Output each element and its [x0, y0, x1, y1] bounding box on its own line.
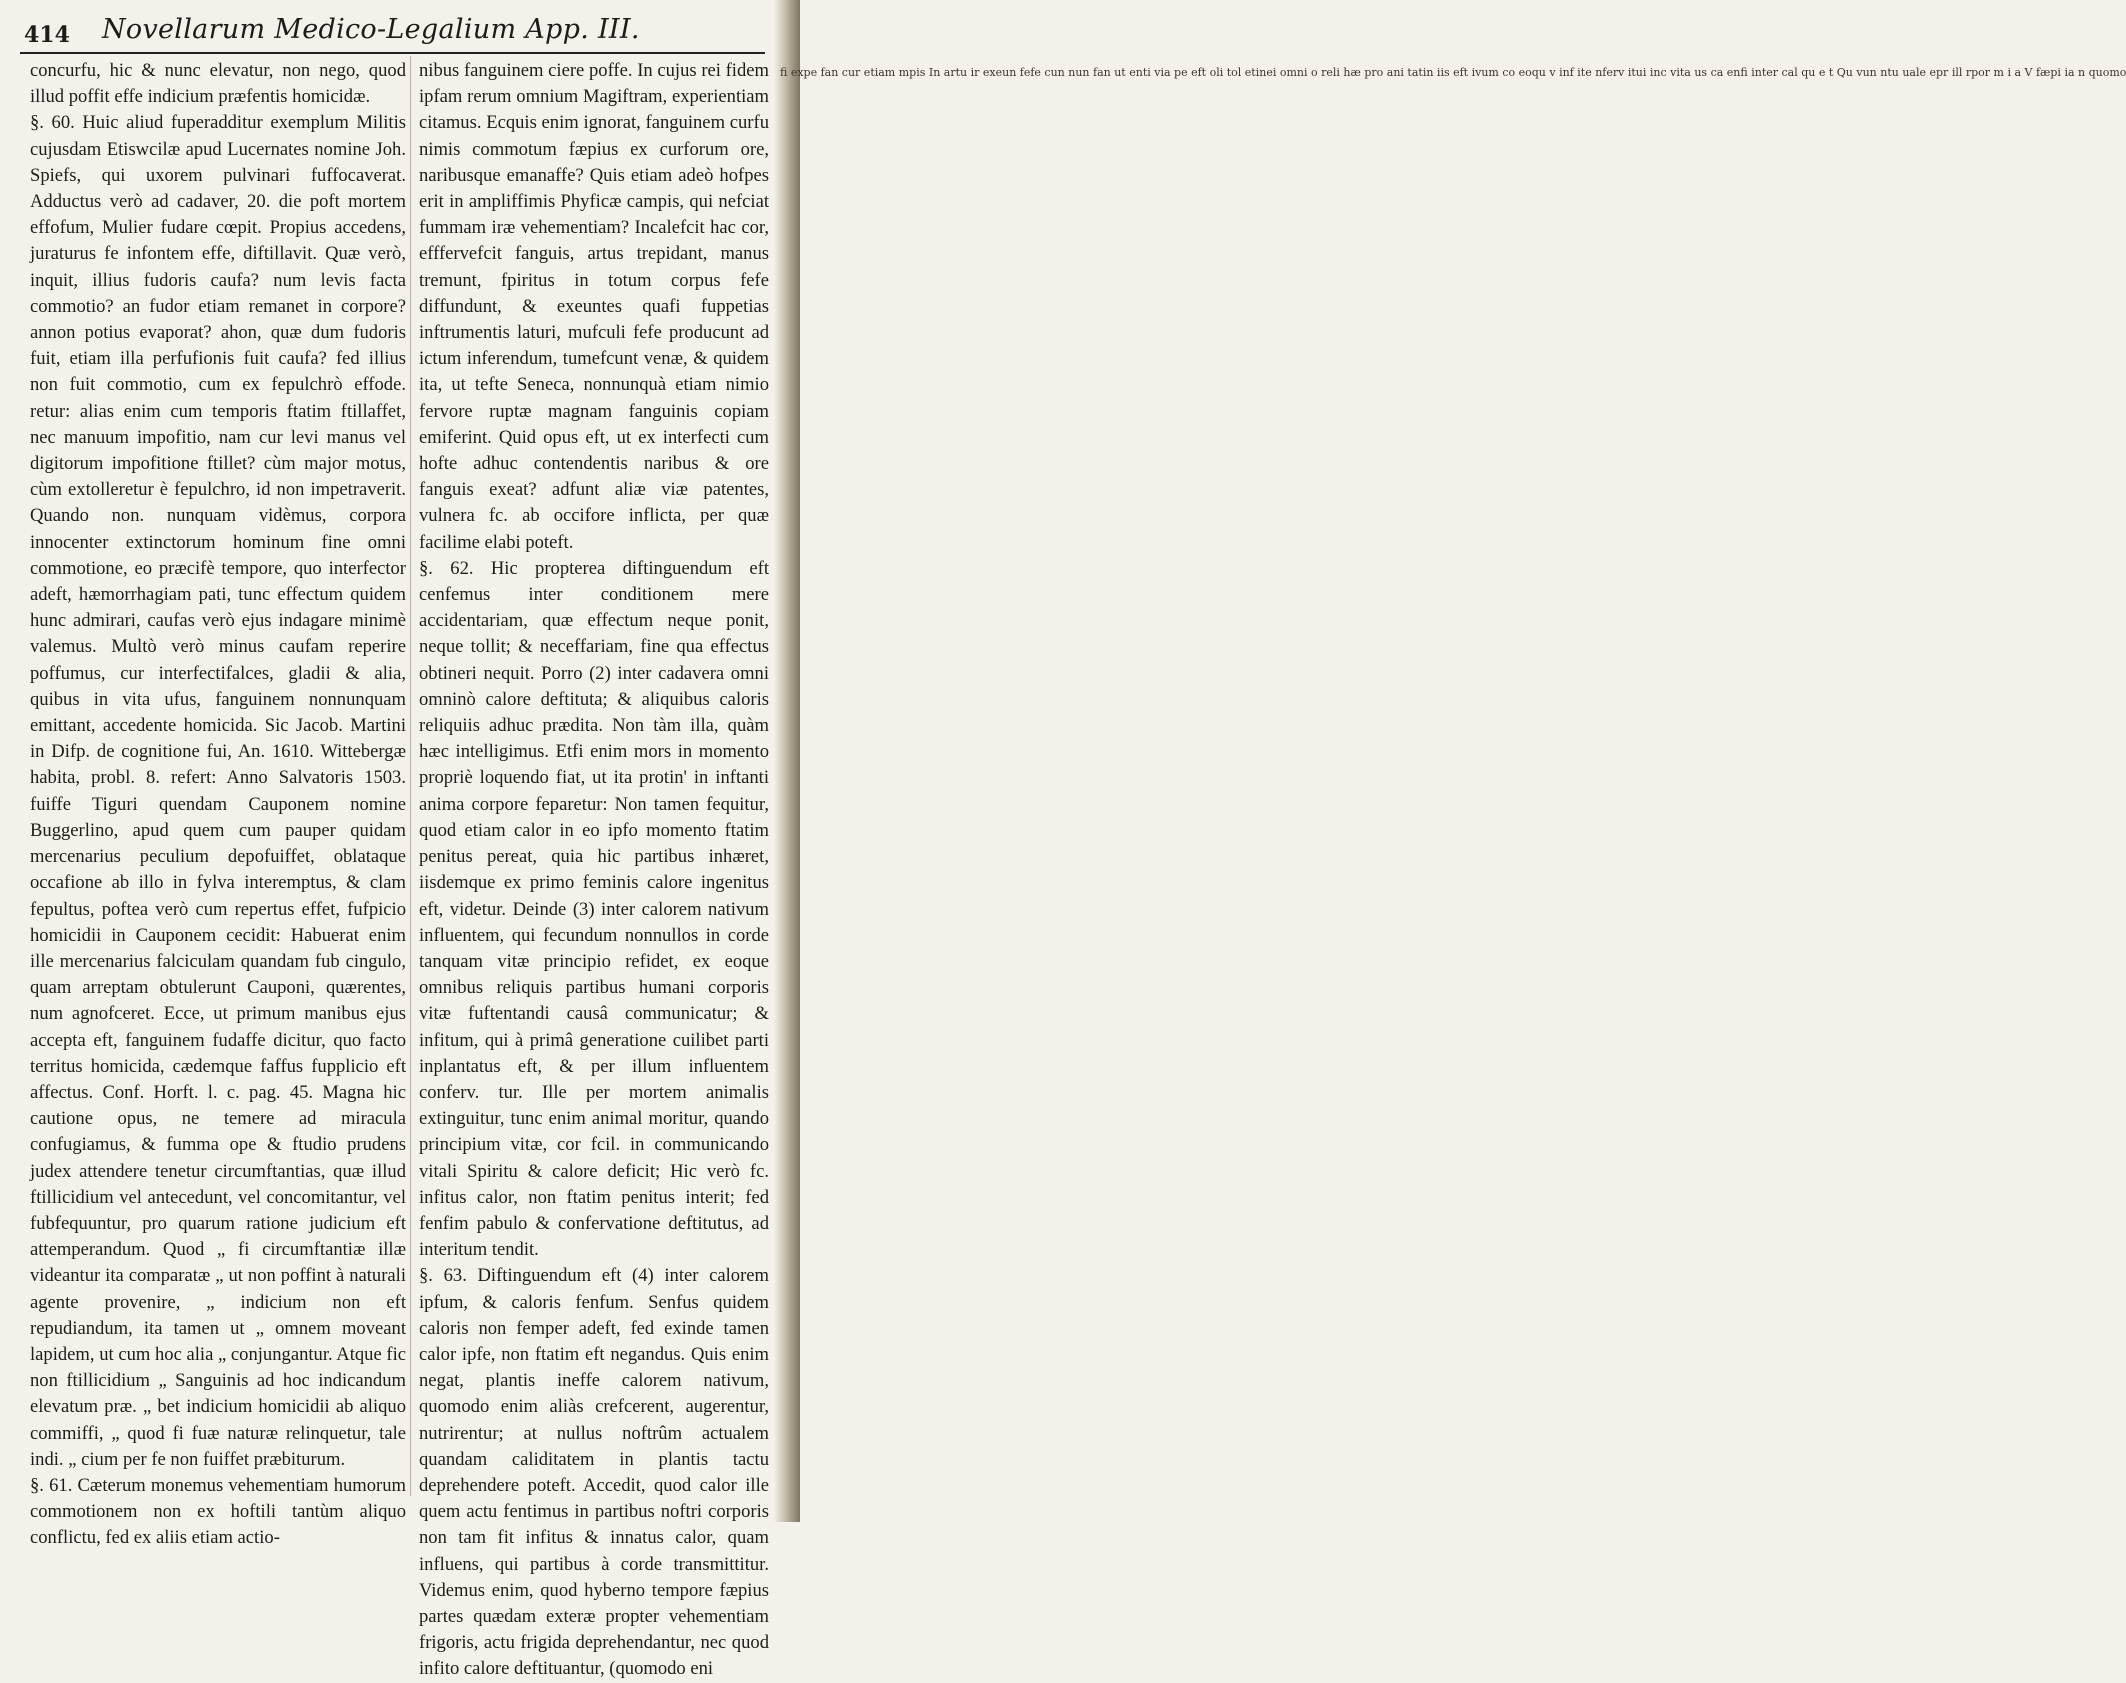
left-paragraph-1: concurfu, hic & nunc elevatur, non nego, quod illud poffit effe indicium præfentis homicidæ. — [30, 60, 406, 108]
running-title: Novellarum Medico-Legalium App. III. — [102, 14, 640, 45]
page-header — [20, 10, 780, 50]
margin-fragments: fi expe fan cur etiam mpis In artu ir exeun fefe cun nun fan ut enti via pe eft oli tol etinei omni o reli hæ pro ani tatin iis eft ivum co eoqu v inf ite nferv itui inc vita us ca enfi inter cal qu e t Qu vun ntu uale epr ill rpor m i a V fæpi ia n quomo — [780, 66, 2126, 79]
right-column — [419, 58, 769, 1683]
right-paragraph-2: §. 62. Hic propterea diftinguendum eft cenfemus inter conditionem mere accidentariam, quæ effectum neque ponit, neque tollit; & neceffariam, fine qua effectus obtineri nequit. Porro (2) inter cadavera omni omninò calore deftituta; & aliquibus caloris reliquiis adhuc prædita. Non tàm illa, quàm hæc intelligimus. Etfi enim mors in momento propriè loquendo fiat, ut ita protin' in inftanti anima corpore feparetur: Non tamen fequitur, quod etiam calor in eo ipfo momento ftatim penitus pereat, quia hic partibus inhæret, iisdemque ex primo feminis calore ingenitus eft, videtur. Deinde (3) inter calorem nativum influentem, qui fecundum nonnullos in corde tanquam vitæ principio refidet, ex eoque omnibus reliquis partibus humani corporis vitæ fuftentandi causâ communicatur; & infitum, qui à primâ generatione cuilibet parti inplantatus eft, & per illum influentem conferv. tur. Ille per mortem animalis extinguitur, tunc enim animal moritur, quando principium vitæ, cor fcil. in communicando vitali Spiritu & calore deficit; Hic verò fc. infitus calor, non ftatim penitus interit; fed fenfim pabulo & confervatione deftitutus, ad interitum tendit. — [419, 557, 769, 1261]
header-rule — [20, 52, 765, 54]
left-paragraph-3: §. 61. Cæterum monemus vehementiam humorum commotionem non ex hoftili tantùm aliquo conflictu, fed ex aliis etiam actio- — [30, 1474, 406, 1549]
right-paragraph-3: §. 63. Diftinguendum eft (4) inter calorem ipfum, & caloris fenfum. Senfus quidem caloris non femper adeft, fed exinde tamen calor ipfe, non ftatim eft negandus. Quis enim negat, plantis ineffe calorem nativum, quomodo enim aliàs crefcerent, augerentur, nutrirentur; at nullus noftrûm actualem quandam caliditatem in plantis tactu deprehendere poteft. Accedit, quod calor ille quem actu fentimus in partibus noftri corporis non tam fit infitus & innatus calor, quam influens, qui partibus à corde transmittitur. Videmus enim, quod hyberno tempore fæpius partes quædam exteræ propter vehementiam frigoris, actu frigida deprehendantur, nec quod infito calore deftituantur, (quomodo eni — [419, 1265, 769, 1680]
right-paragraph-1: nibus fanguinem ciere poffe. In cujus rei fidem ipfam rerum omnium Magiftram, experientiam citamus. Ecquis enim ignorat, fanguinem curfu nimis commotum fæpius ex curforum ore, naribusque emanaffe? Quis etiam adeò hofpes erit in ampliffimis Phyficæ campis, qui nefciat fummam iræ vehementiam? Incalefcit hac cor, efffervefcit fanguis, artus trepidant, manus tremunt, fpiritus in totum corpus fefe diffundunt, & exeuntes quafi fuppetias inftrumentis laturi, mufculi fefe producunt ad ictum inferendum, tumefcunt venæ, & quidem ita, ut tefte Seneca, nonnunquà etiam nimio fervore ruptæ magnam fanguinis copiam emiferint. Quid opus eft, ut ex interfecti cum hofte adhuc contendentis naribus & ore fanguis exeat? adfunt aliæ viæ patentes, vulnera fc. ab occifore inflicta, per quæ facilime elabi poteft. — [419, 60, 769, 553]
left-column — [30, 58, 406, 1552]
left-paragraph-2: §. 60. Huic aliud fuperadditur exemplum Militis cujusdam Etiswcilæ apud Lucernates nomine Joh. Spiefs, qui uxorem pulvinari fuffocaverat. Adductus verò ad cadaver, 20. die poft mortem effofum, Mulier fudare cœpit. Propius accedens, juraturus fe infontem effe, diftillavit. Quæ verò, inquit, illius fudoris caufa? num levis facta commotio? an fudor etiam remanet in corpore? annon potius evaporat? ahon, quæ dum fudoris fuit, etiam illa perfufionis fuit caufa? fed illius non fuit commotio, cum ex fepulchrò effode. retur: alias enim cum temporis ftatim ftillaffet, nec manuum impofitio, nam cur levi manus vel digitorum impofitione ftillet? cùm major motus, cùm extolleretur è fepulchro, id non impetraverit. Quando non. nunquam vidèmus, corpora innocenter extinctorum hominum fine omni commotione, eo præcifè tempore, quo interfector adeft, hæmorrhagiam pati, tunc effectum quidem hunc admirari, caufas verò ejus indagare minimè valemus. Multò verò minus caufam reperire poffumus, cur interfectifalces, gladii & alia, quibus in vita ufus, fanguinem nonnunquam emittant, accedente homicida. Sic Jacob. Martini in Difp. de cognitione fui, An. 1610. Wittebergæ habita, probl. 8. refert: Anno Salvatoris 1503. fuiffe Tiguri quendam Cauponem nomine Buggerlino, apud quem cum pauper quidam mercenarius peculium depofuiffet, oblataque occafione ab illo in fylva interemptus, & clam fepultus, poftea verò cum repertus effet, fufpicio homicidii in Cauponem cecidit: Habuerat enim ille mercenarius falciculam quandam fub cingulo, quam arreptam obtulerunt Cauponi, quærentes, num agnofceret. Ecce, ut primum manibus ejus accepta eft, fanguinem fudaffe dicitur, quo facto territus homicida, cædemque faffus fupplicio eft affectus. Conf. Horft. l. c. pag. 45. Magna hic cautione opus, ne temere ad miracula confugiamus, & fumma ope & ftudio prudens judex attendere tenetur circumftantias, quæ illud ftillicidium vel antecedunt, vel concomitantur, vel fubfequuntur, pro quarum ratione judicium eft attemperandum. Quod „ fi circumftantiæ illæ videantur ita comparatæ „ ut non poffint à naturali agente provenire, „ indicium non eft repudiandum, ita tamen ut „ omnem moveant lapidem, ut cum hoc alia „ conjungantur. Atque fic non ftillicidium „ Sanguinis ad hoc indicandum elevatum præ. „ bet indicium homicidii ab aliquo commiffi, „ quod fi fuæ naturæ relinquetur, tale indi. „ cium per fe non fuiffet præbiturum. — [30, 112, 406, 1470]
column-divider — [410, 56, 411, 1496]
page-number: 414 — [24, 22, 70, 48]
